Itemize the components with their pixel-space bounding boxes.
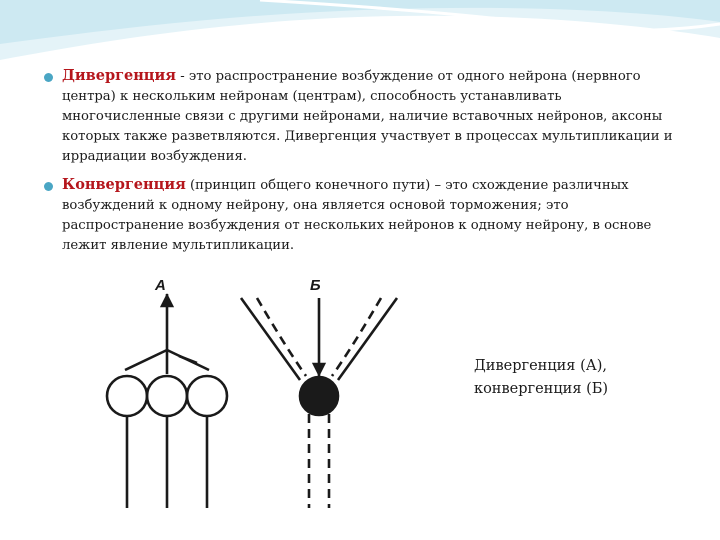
divergence-definition: - это распространение возбуждение от одного нейрона (нервного центра) к нескольким нейронам (центрам), способность устанавливать многочисленные связи с другими нейронами, наличие вставочных нейронов, аксоны которых также разветвляются. Дивергенция участвует в процессах мультипликации и иррадиации возбуждения. — [62, 69, 673, 164]
bullet-dot-icon — [44, 73, 53, 82]
right-input-pathway — [338, 298, 397, 380]
left-input-pathway-dashed — [257, 298, 306, 376]
neuron-left — [107, 376, 147, 416]
convergence-bullet — [44, 175, 674, 256]
label-b: Б — [310, 277, 321, 294]
bullet-dot-icon — [44, 182, 53, 191]
divergence-bullet — [44, 66, 674, 167]
convergence-arrow-icon — [314, 364, 324, 374]
divergence-term: Дивергенция — [62, 67, 176, 84]
figure-caption: Дивергенция (А), конвергенция (Б) — [474, 358, 609, 397]
branch-left — [125, 350, 167, 370]
convergence-definition: (принцип общего конечного пути) – это схождение различных возбуждений к одному нейрону, она является основой торможения; это распространение возбуждения от нескольких нейронов к одному нейрону, в основе лежит явление мультипликации. — [62, 178, 652, 253]
label-a: А — [155, 277, 166, 294]
convergence-neuron — [300, 377, 338, 415]
left-input-pathway — [241, 298, 300, 380]
input-arrow-icon — [162, 296, 172, 306]
main-text — [44, 66, 674, 264]
convergence-diagram — [241, 277, 397, 508]
right-input-pathway-dashed — [332, 298, 381, 376]
neuron-right — [187, 376, 227, 416]
divergence-diagram — [107, 277, 227, 508]
neuron-middle — [147, 376, 187, 416]
convergence-term: Конвергенция — [62, 176, 186, 193]
branch-far-right — [179, 356, 197, 363]
neuron-diagram — [95, 268, 400, 533]
